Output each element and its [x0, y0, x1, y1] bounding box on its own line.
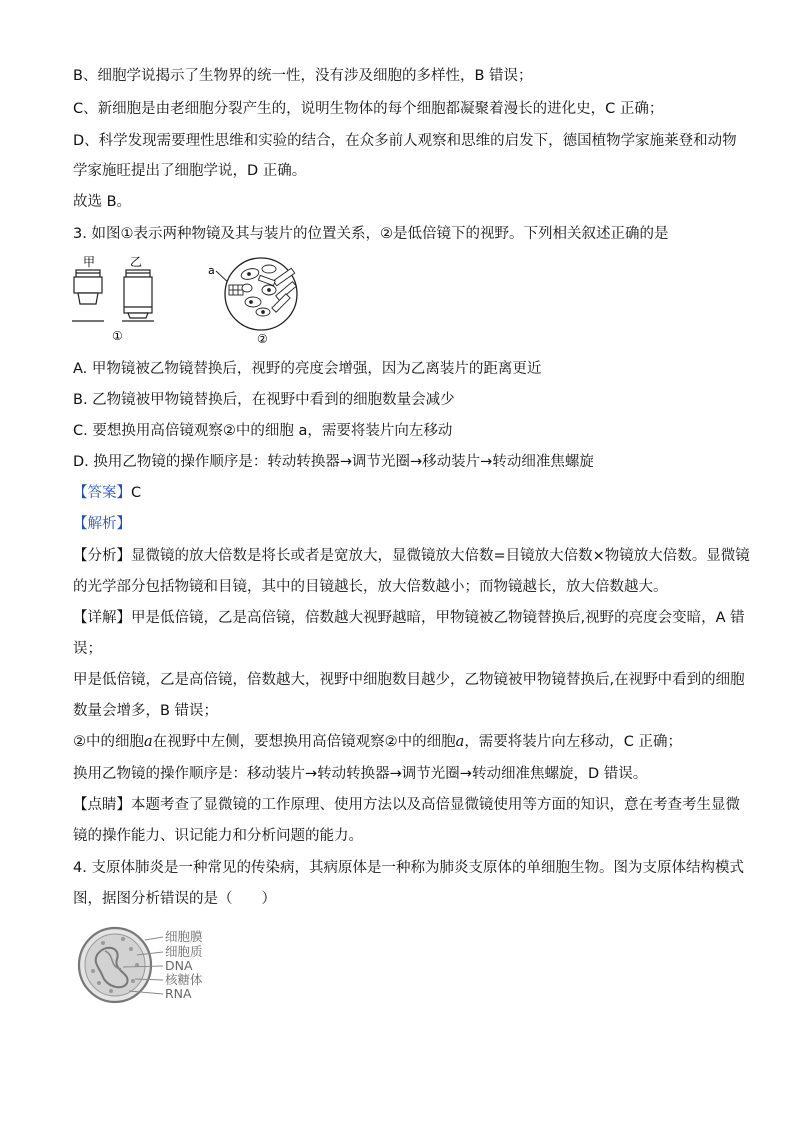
answer-tag: 【答案】 [73, 485, 131, 501]
option-d-text-line1: D、科学发现需要理性思维和实验的结合，在众多前人观察和思维的启发下，德国植物学家施莱登和动物 [73, 133, 737, 149]
cell-a-label: a [208, 264, 215, 277]
dianjing-line2: 镜的操作能力、识记能力和分析问题的能力。 [73, 828, 363, 844]
xiangjie-line2: 误； [73, 641, 102, 657]
fenxi-line1 [73, 546, 750, 566]
xiangjie-line1 [73, 608, 745, 628]
cell-a-variable-2: a [455, 734, 465, 750]
xiangjie-text1: 甲是低倍镜，乙是高倍镜，倍数越大视野越暗，甲物镜被乙物镜替换后,视野的亮度会变暗，A 错 [131, 610, 745, 626]
figure-number-2: ② [257, 332, 268, 346]
fenxi-tag: 【分析】 [73, 548, 131, 564]
objective-yi-icon [124, 270, 152, 318]
option-a: A. 甲物镜被乙物镜替换后，视野的亮度会增强，因为乙离装片的距离更近 [73, 361, 542, 377]
option-c: C. 要想换用高倍镜观察②中的细胞 a，需要将装片向左移动 [73, 423, 453, 439]
figure-number-1: ① [112, 329, 123, 343]
analysis-heading [73, 514, 131, 534]
fenxi-text1: 显微镜的放大倍数是将长或者是宽放大，显微镜放大倍数=目镜放大倍数×物镜放大倍数。显微镜 [131, 548, 750, 564]
xiangjie-text5c: ，需要将装片向左移动，C 正确； [464, 734, 683, 750]
xiangjie-line4: 数量会增多，B 错误； [73, 703, 219, 719]
answer-line [73, 483, 141, 503]
option-d-text-line2: 学家施旺提出了细胞学说，D 正确。 [73, 163, 307, 179]
analysis-tag: 【解析】 [73, 516, 131, 532]
mycoplasma-structure-figure [75, 925, 235, 1007]
label-ribosome: 核糖体 [165, 972, 203, 987]
dianjing-line1 [73, 795, 740, 815]
question-4-stem-line1: 4. 支原体肺炎是一种常见的传染病，其病原体是一种称为肺炎支原体的单细胞生物。图为支原体结构模式 [73, 860, 744, 876]
option-b: B. 乙物镜被甲物镜替换后，在视野中看到的细胞数量会减少 [73, 392, 455, 408]
mycoplasma-cell-icon [79, 928, 151, 1002]
dianjing-tag: 【点睛】 [73, 797, 131, 813]
xiangjie-line5 [73, 732, 682, 752]
objective-jia-icon [74, 270, 102, 304]
xiangjie-text5b: 在视野中左侧，要想换用高倍镜观察②中的细胞 [152, 734, 456, 750]
label-dna: DNA [165, 958, 193, 973]
objective-lens-figure [68, 252, 178, 344]
option-c-text: C、新细胞是由老细胞分裂产生的，说明生物体的每个细胞都凝聚着漫长的进化史，C 正确； [73, 101, 664, 117]
xiangjie-line3: 甲是低倍镜，乙是高倍镜，倍数越大，视野中细胞数目越少，乙物镜被甲物镜替换后,在视野中看到的细胞 [73, 672, 745, 688]
dianjing-text1: 本题考查了显微镜的工作原理、使用方法以及高倍显微镜使用等方面的知识，意在考查考生显微 [131, 797, 740, 813]
option-d: D. 换用乙物镜的操作顺序是：转动转换器→调节光圈→移动装片→转动细准焦螺旋 [73, 454, 594, 470]
question-3-stem: 3. 如图①表示两种物镜及其与装片的位置关系，②是低倍镜下的视野。下列相关叙述正确的是 [73, 226, 669, 242]
option-b-text: B、细胞学说揭示了生物界的统一性，没有涉及细胞的多样性，B 错误； [73, 68, 533, 84]
lens-yi-label: 乙 [130, 255, 143, 269]
xiangjie-line6: 换用乙物镜的操作顺序是：移动装片→转动转换器→调节光圈→转动细准焦螺旋，D 错误。 [73, 766, 648, 782]
label-cytoplasm: 细胞质 [165, 944, 203, 959]
field-of-view-figure [205, 254, 305, 346]
label-cell-membrane: 细胞膜 [165, 929, 203, 944]
answer-value: C [131, 485, 142, 501]
fenxi-line2: 的光学部分包括物镜和目镜，其中的目镜越长，放大倍数越小；而物镜越长，放大倍数越大。 [73, 579, 668, 595]
cell-a-variable: a [144, 734, 153, 750]
question-4-stem-line2: 图，据图分析错误的是（ ） [73, 891, 276, 907]
label-rna: RNA [165, 986, 192, 1001]
lens-jia-label: 甲 [83, 255, 96, 269]
xiangjie-tag: 【详解】 [73, 610, 131, 626]
xiangjie-text5a: ②中的细胞 [73, 734, 144, 750]
previous-answer: 故选 B。 [73, 194, 132, 210]
